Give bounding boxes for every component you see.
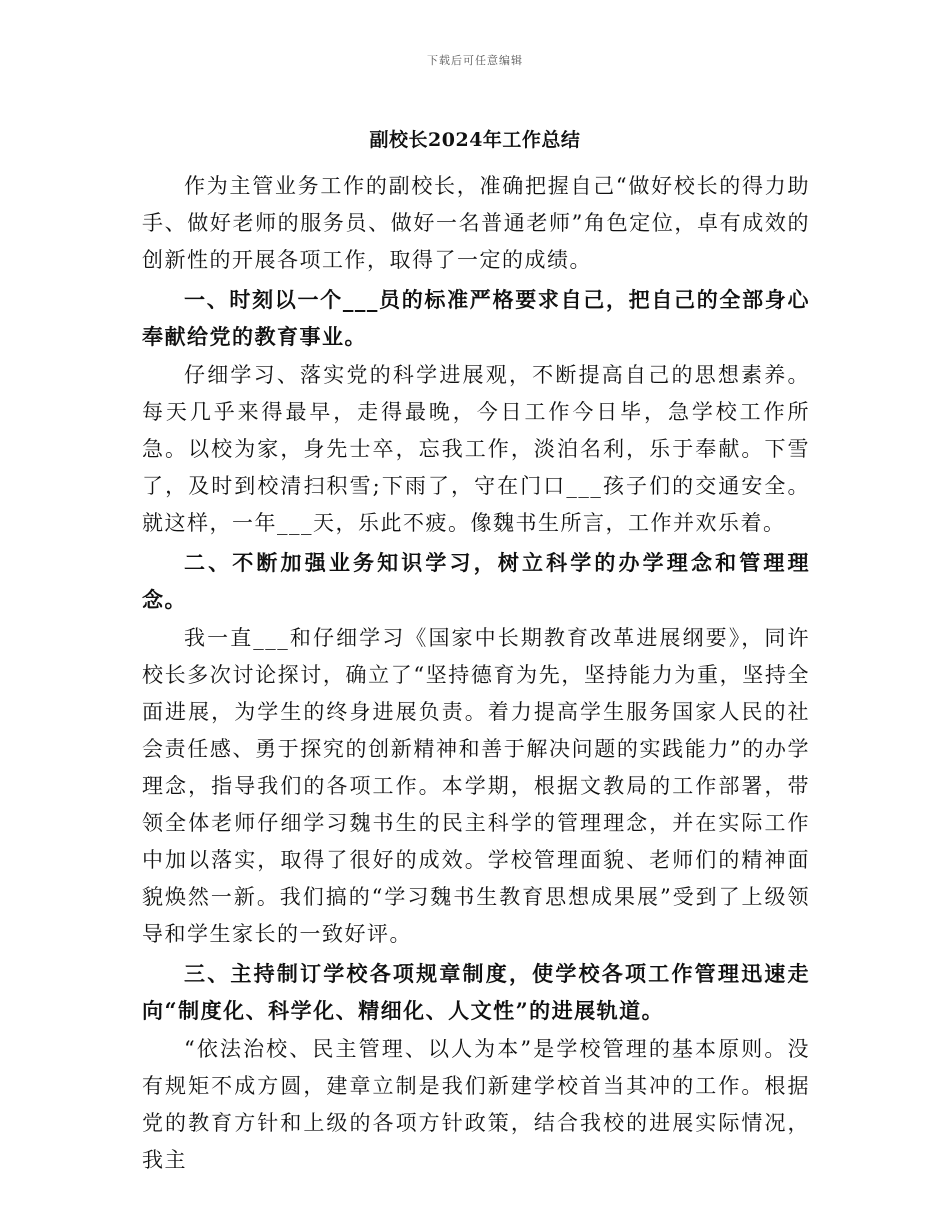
header-note: 下载后可任意编辑 xyxy=(427,54,523,67)
section-heading-2: 二、不断加强业务知识学习，树立科学的办学理念和管理理念。 xyxy=(142,550,810,612)
document-title: 副校长2024年工作总结 xyxy=(369,129,581,151)
document-body xyxy=(142,168,810,1179)
section-heading-3: 三、主持制订学校各项规章制度，使学校各项工作管理迅速走向“制度化、科学化、精细化、人文性”的进展轨道。 xyxy=(142,961,810,1023)
paragraph-section-3: “依法治校、民主管理、以人为本”是学校管理的基本原则。没有规矩不成方圆，建章立制是我们新建学校首当其冲的工作。根据党的教育方针和上级的各项方针政策，结合我校的进展实际情况，我主 xyxy=(142,1037,810,1172)
paragraph-section-2: 我一直___和仔细学习《国家中长期教育改革进展纲要》，同许校长多次讨论探讨，确立了“坚持德育为先，坚持能力为重，坚持全面进展，为学生的终身进展负责。着力提高学生服务国家人民的社会责任感、勇于探究的创新精神和善于解决问题的实践能力”的办学理念，指导我们的各项工作。本学期，根据文教局的工作部署，带领全体老师仔细学习魏书生的民主科学的管理理念，并在实际工作中加以落实，取得了很好的成效。学校管理面貌、老师们的精神面貌焕然一新。我们搞的“学习魏书生教育思想成果展”受到了上级领导和学生家长的一致好评。 xyxy=(142,626,810,946)
paragraph-intro: 作为主管业务工作的副校长，准确把握自己“做好校长的得力助手、做好老师的服务员、做好一名普通老师”角色定位，卓有成效的创新性的开展各项工作，取得了一定的成绩。 xyxy=(142,174,810,272)
paragraph-section-1: 仔细学习、落实党的科学进展观，不断提高自己的思想素养。每天几乎来得最早，走得最晚，今日工作今日毕，急学校工作所急。以校为家，身先士卒，忘我工作，淡泊名利，乐于奉献。下雪了，及时到校清扫积雪;下雨了，守在门口___孩子们的交通安全。就这样，一年___天，乐此不疲。像魏书生所言，工作并欢乐着。 xyxy=(142,363,810,535)
section-heading-1: 一、时刻以一个___员的标准严格要求自己，把自己的全部身心奉献给党的教育事业。 xyxy=(142,287,810,349)
